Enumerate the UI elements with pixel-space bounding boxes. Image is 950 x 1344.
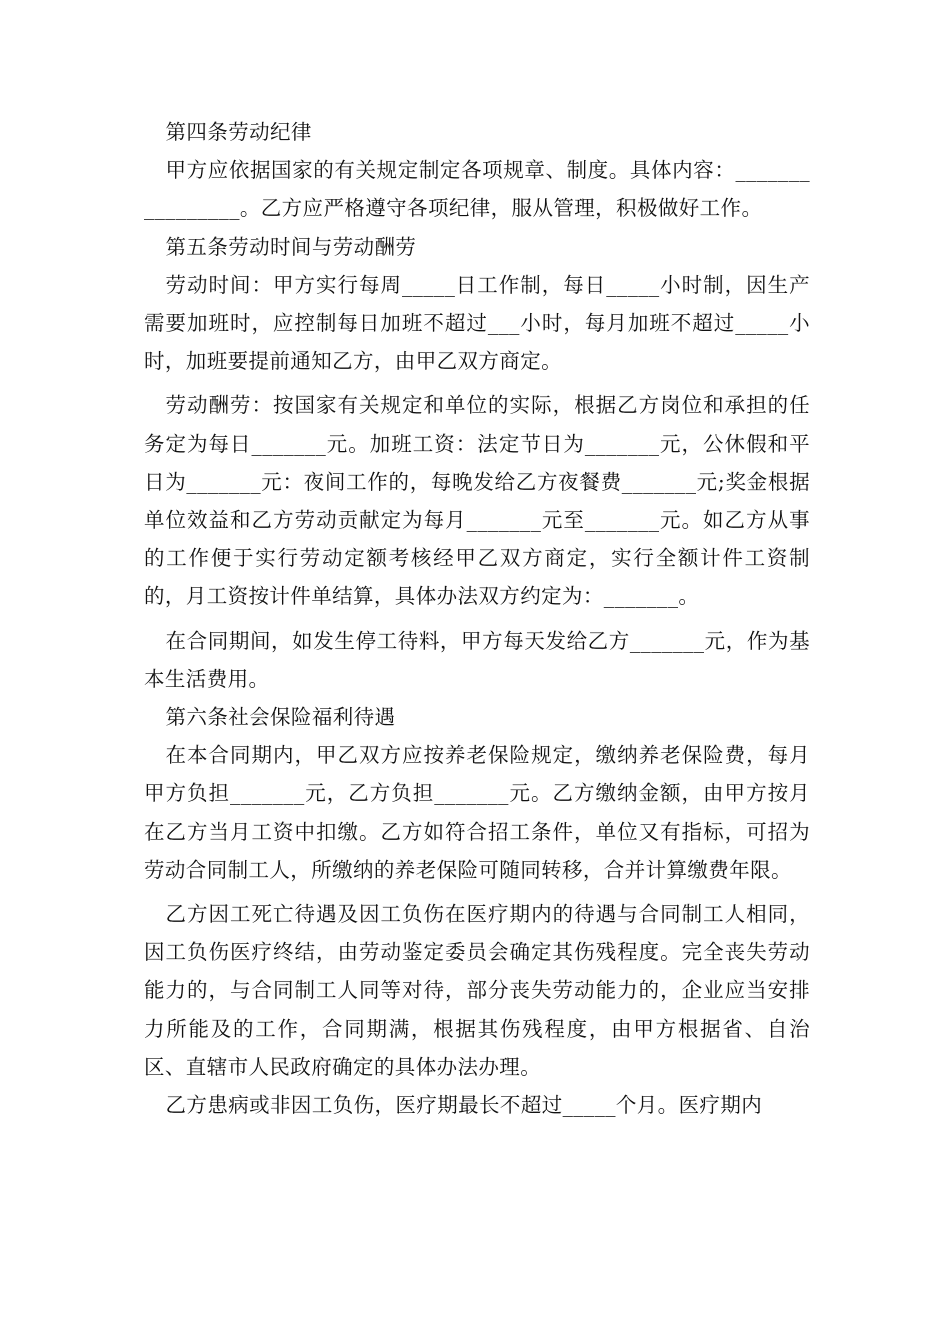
- article-6-paragraph-1: 在本合同期内，甲乙双方应按养老保险规定，缴纳养老保险费，每月甲方负担_______元，乙方负担_______元。乙方缴纳金额，由甲方按月在乙方当月工资中扣缴。乙方如符合招工条件，单位又有指标，可招为劳动合同制工人，所缴纳的养老保险可随同转移，合并计算缴费年限。: [144, 743, 810, 882]
- article-4-heading: 第四条劳动纪律: [165, 120, 312, 144]
- article-6-paragraph-3: 乙方患病或非因工负伤，医疗期最长不超过_____个月。医疗期内: [165, 1093, 763, 1118]
- article-5-paragraph-3: 在合同期间，如发生停工待料，甲方每天发给乙方_______元，作为基本生活费用。: [144, 628, 810, 691]
- article-5-heading: 第五条劳动时间与劳动酬劳: [165, 234, 417, 259]
- article-6-paragraph-2: 乙方因工死亡待遇及因工负伤在医疗期内的待遇与合同制工人相同，因工负伤医疗终结，由劳动鉴定委员会确定其伤残程度。完全丧失劳动能力的，与合同制工人同等对待，部分丧失劳动能力的，企业应当安排力所能及的工作，合同期满，根据其伤残程度，由甲方根据省、自治区、直辖市人民政府确定的具体办法办理。: [144, 902, 810, 1079]
- article-5-paragraph-1: 劳动时间：甲方实行每周_____日工作制，每日_____小时制，因生产需要加班时，应控制每日加班不超过___小时，每月加班不超过_____小时，加班要提前通知乙方，由甲乙双方商定。: [144, 272, 810, 374]
- article-5-paragraph-2: 劳动酬劳：按国家有关规定和单位的实际，根据乙方岗位和承担的任务定为每日_______元。加班工资：法定节日为_______元，公休假和平日为_______元：夜间工作的，每晚发给乙方夜餐费_______元;奖金根据单位效益和乙方劳动贡献定为每月_______元至_______元。如乙方从事的工作便于实行劳动定额考核经甲乙双方商定，实行全额计件工资制的，月工资按计件单结算，具体办法双方约定为：_______。: [144, 393, 810, 609]
- document-body: [144, 113, 810, 1124]
- article-4-paragraph-1: 甲方应依据国家的有关规定制定各项规章、制度。具体内容：________________。乙方应严格遵守各项纪律，服从管理，积极做好工作。: [144, 158, 810, 221]
- article-6-heading: 第六条社会保险福利待遇: [165, 705, 396, 730]
